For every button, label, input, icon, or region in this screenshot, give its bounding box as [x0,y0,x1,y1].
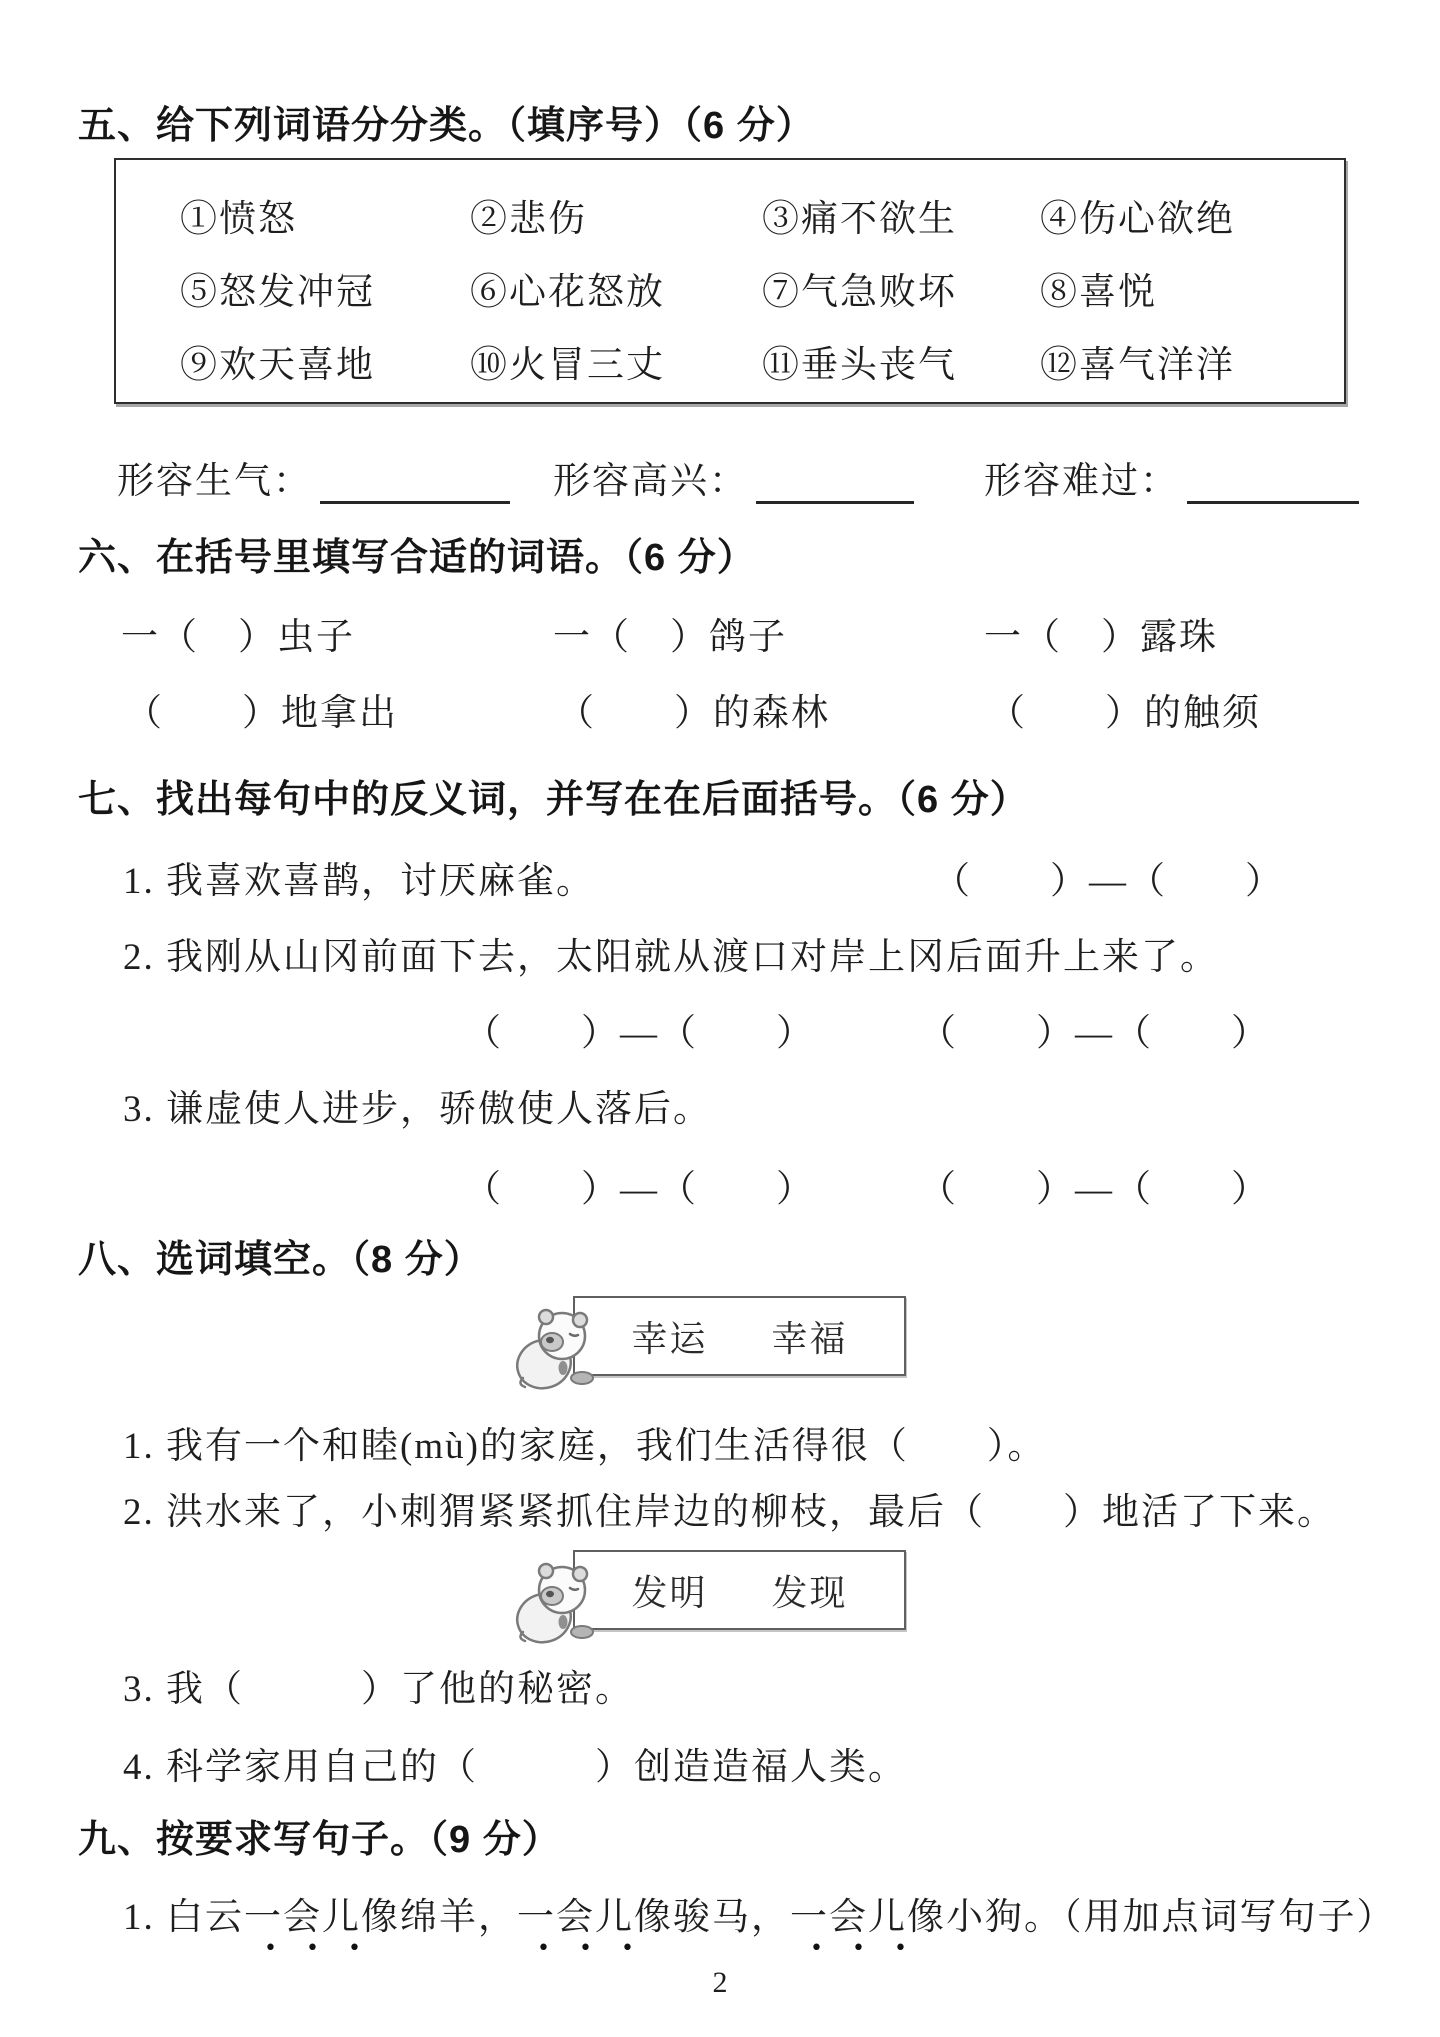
word-item-1: ①愤怒 [180,198,297,240]
s6-row1-item1: 一（ ）虫子 [121,617,355,658]
s6-row1-item2: 一（ ）鸽子 [553,617,787,658]
s9-dotted-word-1: 一会儿 ••• [244,1886,361,1940]
s8-wordbox1-word1: 幸运 [631,1318,708,1359]
s9-seg3: 像小狗。（用加点词写句子） [907,1897,1396,1938]
s6-row1-item3: 一（ ）露珠 [984,617,1218,658]
section7-title: 七、找出每句中的反义词，并写在在后面括号。（6 分） [78,779,1029,821]
panda-icon [506,1556,610,1648]
s8-sentence-1: 1. 我有一个和睦(mù)的家庭，我们生活得很（ ）。 [123,1426,1047,1467]
s6-row2-item1: （ ）地拿出 [125,693,398,734]
s9-dotted-word-3: 一会儿 ••• [790,1886,907,1940]
s7-brackets-row2-left: （ ）—（ ） [464,1169,815,1210]
blank-underline [320,461,510,504]
page-number: 2 [712,1966,728,1999]
s7-brackets-row1-left: （ ）—（ ） [464,1013,815,1054]
section5-title: 五、给下列词语分分类。（填序号）（6 分） [78,105,815,147]
s6-row2-item3: （ ）的触须 [988,693,1261,734]
blank-sad [984,450,1359,504]
s8-sentence-4: 4. 科学家用自己的（ ）创造造福人类。 [123,1747,907,1788]
s9-sentence-1 [123,1886,1396,1940]
word-item-2: ②悲伤 [470,198,587,240]
blank-happy-label: 形容高兴： [553,461,748,502]
panda-icon [506,1302,610,1394]
word-item-7: ⑦气急败坏 [762,271,957,313]
section5-word-box [114,158,1346,404]
word-item-11: ⑪垂头丧气 [762,344,957,386]
word-item-5: ⑤怒发冲冠 [180,271,375,313]
s9-seg2: 像骏马， [634,1897,790,1938]
section8-title: 八、选词填空。（8 分） [78,1239,483,1281]
blank-happy [553,450,914,504]
s8-wordbox2-word2: 发现 [771,1572,848,1613]
s8-wordbox-2 [573,1550,906,1630]
blank-underline [1187,461,1359,504]
section9-title: 九、按要求写句子。（9 分） [78,1819,561,1861]
s9-seg0: 1. 白云 [123,1897,244,1938]
blank-underline [756,461,914,504]
s8-sentence-2: 2. 洪水来了，小刺猬紧紧抓住岸边的柳枝，最后（ ）地活了下来。 [123,1492,1336,1533]
s8-wordbox-1 [573,1296,906,1376]
blank-angry [117,450,510,504]
word-item-10: ⑩火冒三丈 [470,344,665,386]
blank-sad-label: 形容难过： [984,461,1179,502]
word-item-3: ③痛不欲生 [762,198,957,240]
s7-sentence-3: 3. 谦虚使人进步，骄傲使人落后。 [123,1089,712,1130]
s6-row2-item2: （ ）的森林 [557,693,830,734]
word-item-6: ⑥心花怒放 [470,271,665,313]
s9-seg1: 像绵羊， [361,1897,517,1938]
s9-dotted-word-2: 一会儿 ••• [517,1886,634,1940]
word-item-9: ⑨欢天喜地 [180,344,375,386]
s8-wordbox1-word2: 幸福 [771,1318,848,1359]
word-item-8: ⑧喜悦 [1040,271,1157,313]
blank-angry-label: 形容生气： [117,461,312,502]
word-item-4: ④伤心欲绝 [1040,198,1235,240]
s7-sentence-1-brackets: （ ）—（ ） [933,861,1284,902]
s8-wordbox2-word1: 发明 [631,1572,708,1613]
s7-brackets-row2-right: （ ）—（ ） [919,1169,1270,1210]
section6-title: 六、在括号里填写合适的词语。（6 分） [78,537,756,579]
s8-sentence-3: 3. 我（ ）了他的秘密。 [123,1669,634,1710]
s7-sentence-1: 1. 我喜欢喜鹊，讨厌麻雀。 [123,861,595,902]
s7-brackets-row1-right: （ ）—（ ） [919,1013,1270,1054]
word-item-12: ⑫喜气洋洋 [1040,344,1235,386]
s7-sentence-2: 2. 我刚从山冈前面下去，太阳就从渡口对岸上冈后面升上来了。 [123,937,1219,978]
